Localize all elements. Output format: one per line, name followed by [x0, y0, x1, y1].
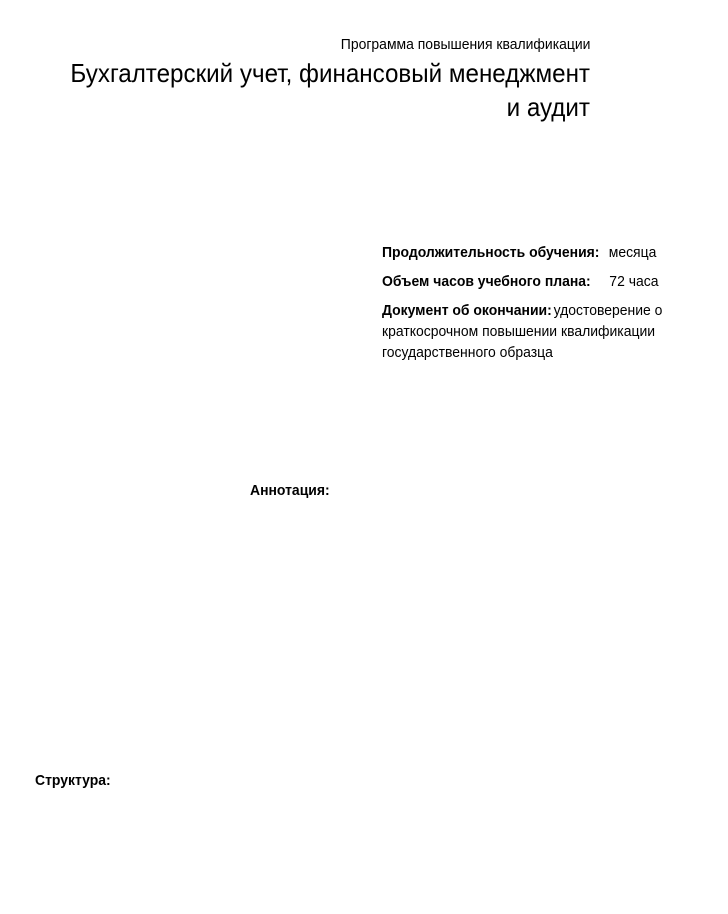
- document-label: Документ об окончании:: [382, 302, 552, 319]
- document-value: удостоверение о краткосрочном повышении квалификации государственного образца: [382, 302, 663, 361]
- program-title: Бухгалтерский учет, финансовый менеджмент и аудит: [70, 58, 591, 122]
- program-subtitle: Программа повышения квалификации: [340, 36, 590, 53]
- hours-label: Объем часов учебного плана:: [382, 273, 591, 290]
- structure-heading: Структура:: [35, 772, 111, 789]
- hours-row: [382, 271, 689, 292]
- duration-row: [382, 242, 689, 263]
- document-row: [382, 300, 689, 363]
- annotation-heading: Аннотация:: [250, 482, 330, 499]
- duration-label: Продолжительность обучения:: [382, 244, 600, 261]
- program-details: [382, 242, 689, 363]
- hours-value: 72 часа: [609, 273, 659, 290]
- duration-value: месяца: [608, 244, 657, 261]
